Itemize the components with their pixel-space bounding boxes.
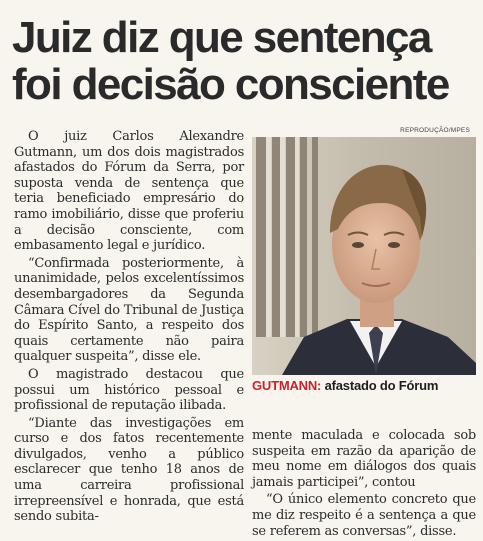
headline-line-2: foi decisão consciente	[12, 60, 449, 109]
paragraph-5: “O único elemento concreto que me diz respeito é a sentença a que se referem as conversas”, disse.	[252, 492, 476, 539]
paragraph-1: O juiz Carlos Alexandre Gutmann, um dos dois magistrados afastados do Fórum da Serra, por suposta venda de sentença que teria beneficiado empresário do ramo imobiliário, disse que proferiu a decisão consciente, com embasamento legal e jurídico.	[14, 129, 244, 254]
paragraph-3: O magistrado destacou que possui um histórico pessoal e profissional de reputação ilibada.	[14, 366, 244, 414]
article-column-left	[14, 129, 244, 527]
article-headline	[12, 14, 474, 108]
portrait-illustration	[252, 137, 476, 375]
headline-line-1: Juiz diz que sentença	[12, 13, 431, 62]
paragraph-4: “Diante das investigações em curso e dos fatos recentemente divulgados, venho a público esclarecer que tenho 18 anos de uma carreira profissional irrepreensível e honrada, que está sendo subita-	[14, 415, 244, 525]
paragraph-2: “Confirmada posteriormente, à unanimidade, pelos excelentíssimos desembargadores da Segunda Câmara Cível do Tribunal de Justiça do Espírito Santo, a respeito dos quais certamente não paira qualquer suspeita”, disse ele.	[14, 255, 244, 365]
caption-text: afastado do Fórum	[324, 378, 439, 393]
portrait-photo	[252, 137, 476, 375]
photo-caption	[252, 378, 476, 393]
caption-name: GUTMANN:	[252, 378, 322, 393]
article-column-right	[252, 428, 476, 541]
paragraph-4-continuation: mente maculada e colocada sob suspeita em razão da aparição de meu nome em diálogos dos quais jamais participei”, contou	[252, 428, 476, 490]
photo-credit: REPRODUÇÃO/MPES	[400, 127, 470, 134]
